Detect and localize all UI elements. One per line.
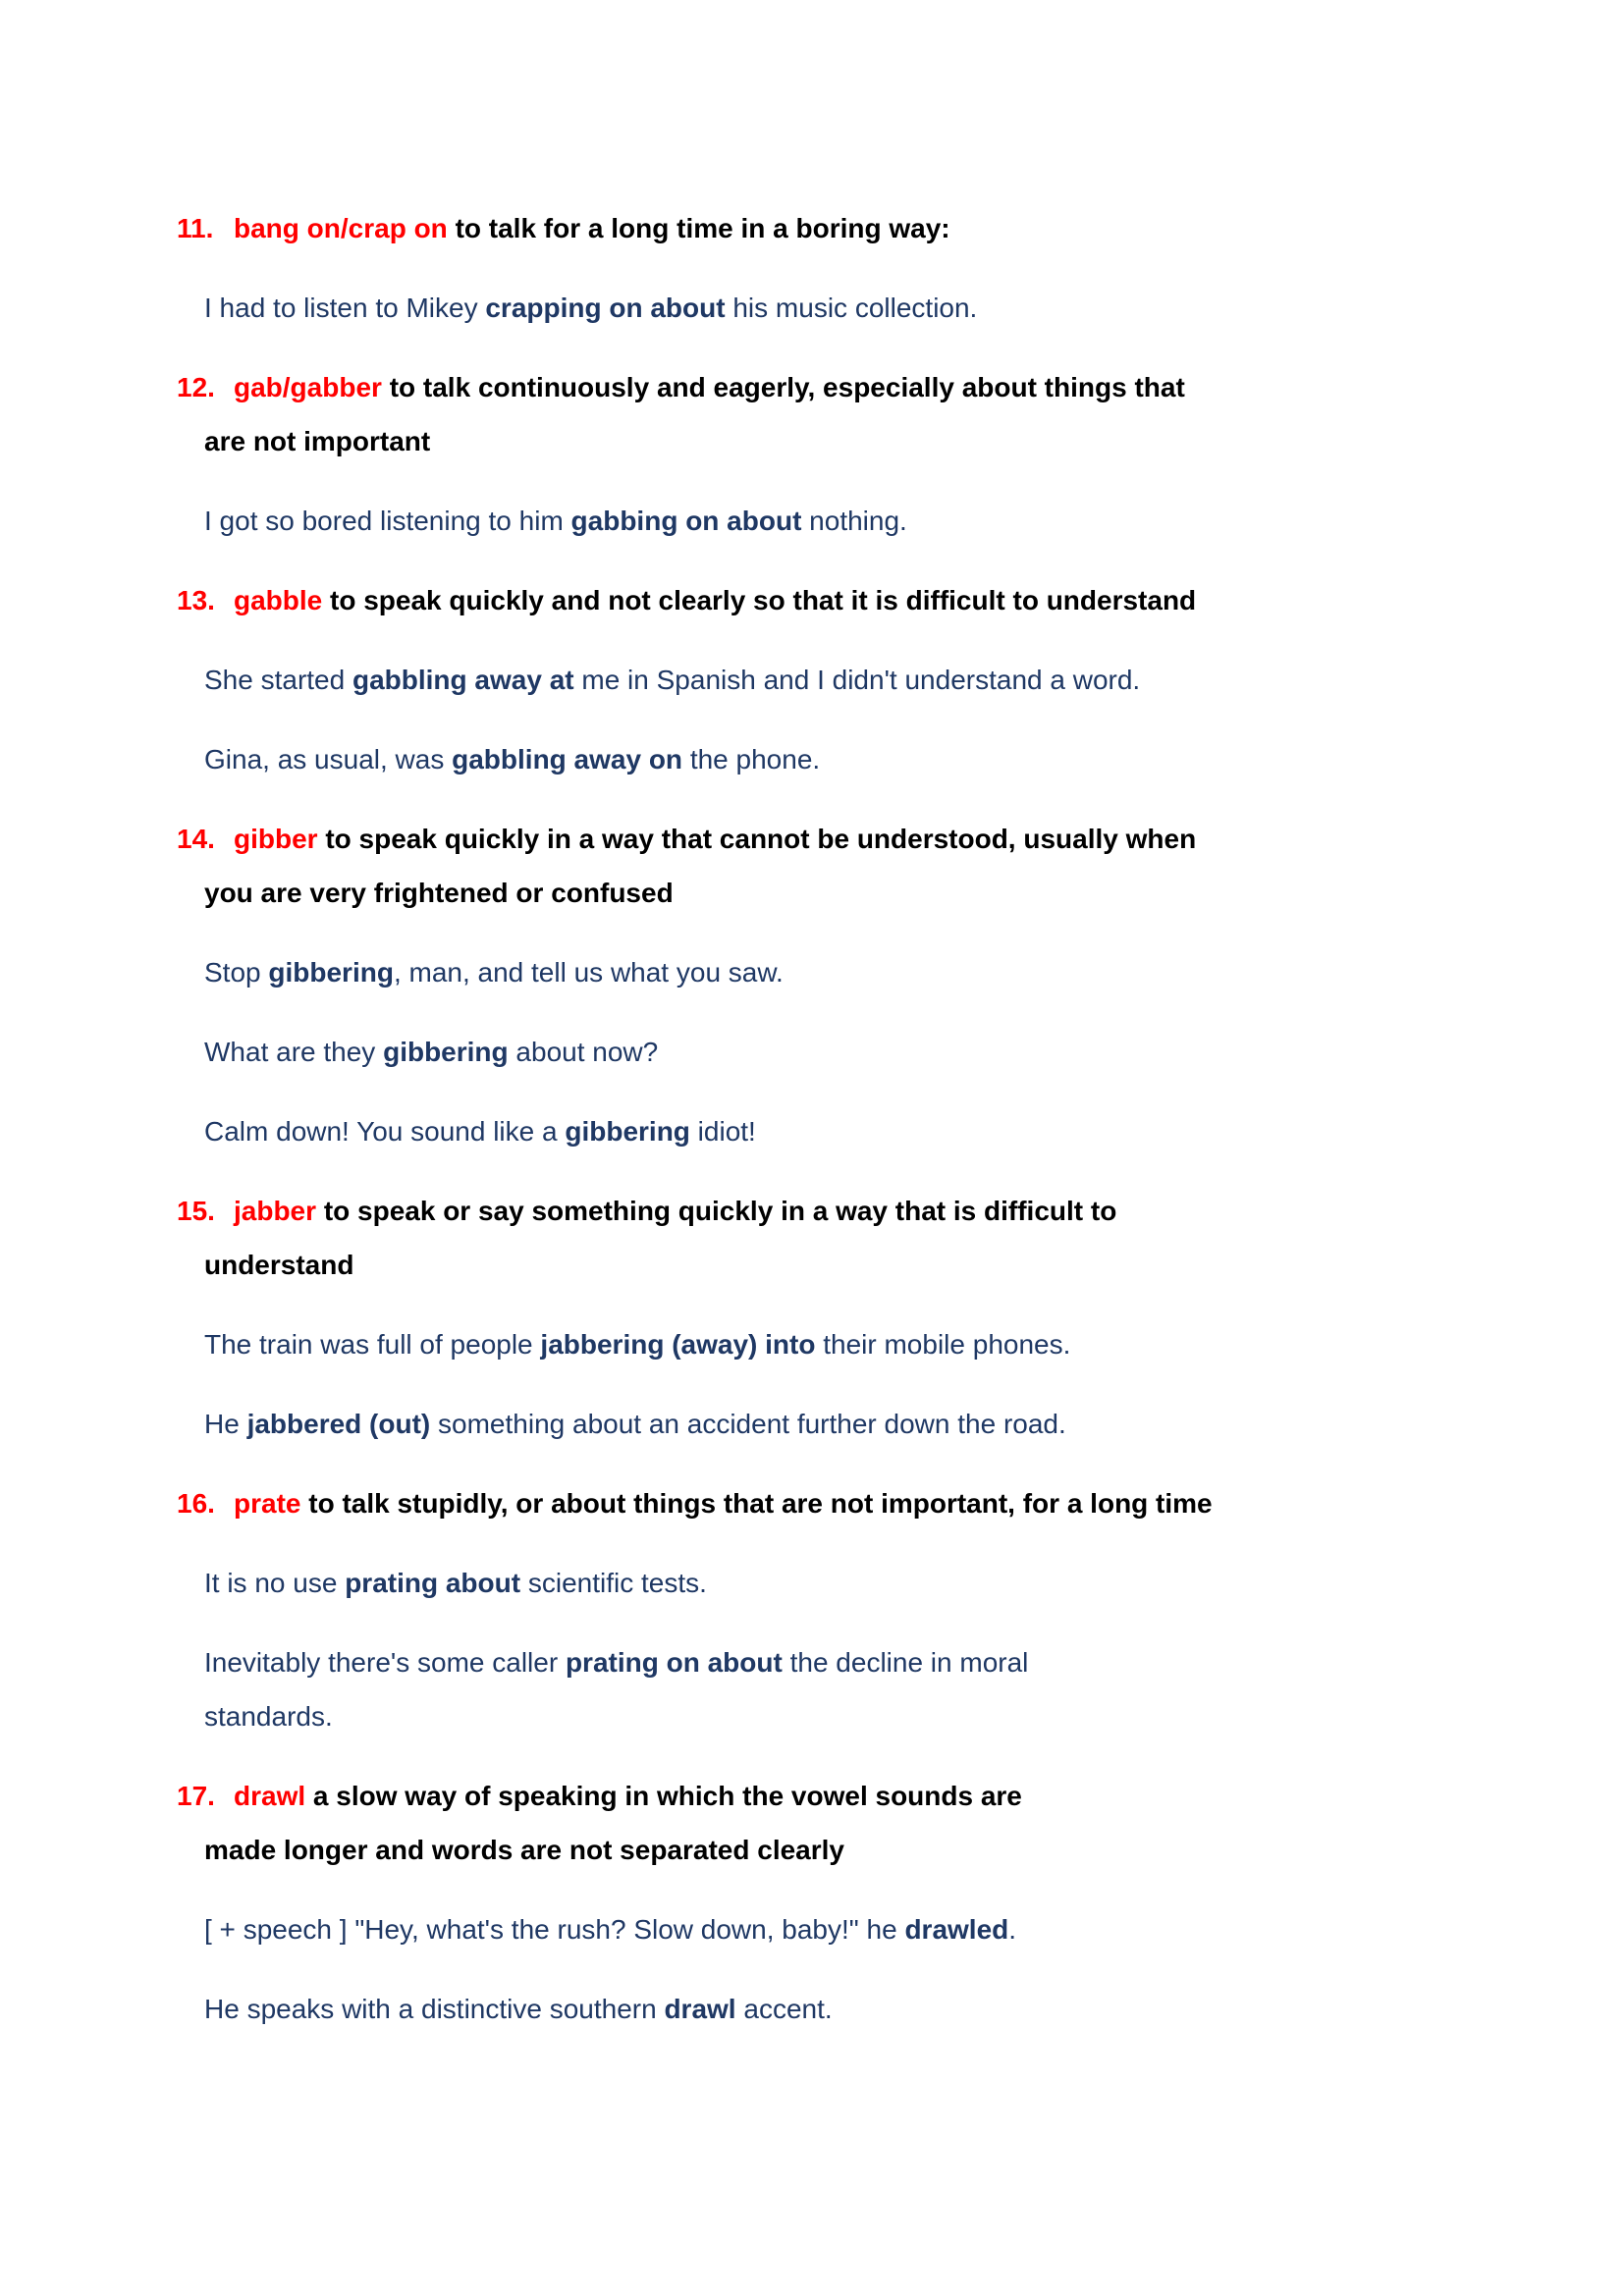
entry-heading xyxy=(177,1769,1447,1877)
entry xyxy=(177,1184,1447,1451)
entry-list xyxy=(177,201,1447,2036)
example-text: scientific tests. xyxy=(520,1568,707,1598)
entry xyxy=(177,201,1447,335)
definition-text: to talk continuously and eagerly, especially about things that xyxy=(389,372,1185,402)
example-text: . xyxy=(1008,1914,1017,1945)
definition-text: to talk for a long time in a boring way: xyxy=(455,213,950,243)
example-text: The train was full of people xyxy=(204,1329,541,1360)
example-bold-phrase: gabbing on about xyxy=(570,506,802,536)
entry xyxy=(177,812,1447,1158)
entry-number: 16. xyxy=(177,1488,215,1519)
entry-term: bang on/crap on xyxy=(234,213,448,243)
entry xyxy=(177,1476,1447,1743)
example-text: something about an accident further down the road. xyxy=(430,1409,1066,1439)
entry-heading xyxy=(177,360,1447,468)
example-sentence xyxy=(204,1317,1447,1371)
example-text: [ + speech ] "Hey, what's the rush? Slow down, baby!" he xyxy=(204,1914,905,1945)
example-sentence xyxy=(204,1635,1447,1743)
entry-heading xyxy=(177,1476,1447,1530)
example-bold-phrase: gibbering xyxy=(268,957,394,988)
definition-text: you are very frightened or confused xyxy=(204,878,674,908)
example-sentence xyxy=(204,281,1447,335)
example-bold-phrase: jabbered (out) xyxy=(246,1409,431,1439)
example-text: standards. xyxy=(204,1701,333,1732)
example-text: It is no use xyxy=(204,1568,346,1598)
entry-number: 17. xyxy=(177,1781,215,1811)
example-bold-phrase: crapping on about xyxy=(485,293,726,323)
example-text: their mobile phones. xyxy=(815,1329,1071,1360)
entry-term: jabber xyxy=(234,1196,317,1226)
example-bold-phrase: gibbering xyxy=(383,1037,509,1067)
example-text: his music collection. xyxy=(725,293,978,323)
definition-text: understand xyxy=(204,1250,354,1280)
entry-term: prate xyxy=(234,1488,301,1519)
example-text: me in Spanish and I didn't understand a word. xyxy=(573,665,1141,695)
definition-text: a slow way of speaking in which the vowel sounds are xyxy=(312,1781,1022,1811)
example-text: She started xyxy=(204,665,352,695)
definition-text: to speak or say something quickly in a way that is difficult to xyxy=(323,1196,1117,1226)
example-text: I had to listen to Mikey xyxy=(204,293,486,323)
example-text: Inevitably there's some caller xyxy=(204,1647,566,1678)
example-sentence xyxy=(204,653,1447,707)
definition-text: made longer and words are not separated clearly xyxy=(204,1835,844,1865)
entry-heading xyxy=(177,1184,1447,1292)
example-bold-phrase: gibbering xyxy=(565,1116,690,1147)
definition-text: to speak quickly in a way that cannot be understood, usually when xyxy=(325,824,1197,854)
entry-number: 15. xyxy=(177,1196,215,1226)
entry xyxy=(177,573,1447,786)
entry-number: 13. xyxy=(177,585,215,615)
example-sentence xyxy=(204,1982,1447,2036)
example-sentence xyxy=(204,494,1447,548)
example-text: He speaks with a distinctive southern xyxy=(204,1994,665,2024)
example-text: nothing. xyxy=(801,506,907,536)
entry xyxy=(177,360,1447,548)
example-sentence xyxy=(204,1556,1447,1610)
example-bold-phrase: prating about xyxy=(345,1568,521,1598)
entry-heading xyxy=(177,573,1447,627)
example-text: Gina, as usual, was xyxy=(204,744,453,774)
example-sentence xyxy=(204,1397,1447,1451)
example-bold-phrase: gabbling away on xyxy=(452,744,683,774)
example-sentence xyxy=(204,732,1447,786)
example-text: accent. xyxy=(735,1994,833,2024)
example-bold-phrase: drawl xyxy=(664,1994,736,2024)
entry-term: gab/gabber xyxy=(234,372,382,402)
entry-number: 11. xyxy=(177,213,214,243)
example-text: Stop xyxy=(204,957,269,988)
entry-term: gibber xyxy=(234,824,318,854)
definition-text: to talk stupidly, or about things that are not important, for a long time xyxy=(308,1488,1213,1519)
example-bold-phrase: prating on about xyxy=(565,1647,783,1678)
example-text: the decline in moral xyxy=(782,1647,1029,1678)
entry-number: 14. xyxy=(177,824,215,854)
entry-heading xyxy=(177,812,1447,920)
example-bold-phrase: jabbering (away) into xyxy=(540,1329,816,1360)
example-text: I got so bored listening to him xyxy=(204,506,571,536)
example-text: Calm down! You sound like a xyxy=(204,1116,566,1147)
example-bold-phrase: drawled xyxy=(904,1914,1009,1945)
example-text: What are they xyxy=(204,1037,384,1067)
example-text: the phone. xyxy=(682,744,821,774)
example-sentence xyxy=(204,945,1447,999)
entry xyxy=(177,1769,1447,2036)
entry-number: 12. xyxy=(177,372,215,402)
example-sentence xyxy=(204,1902,1447,1956)
example-sentence xyxy=(204,1025,1447,1079)
entry-heading xyxy=(177,201,1447,255)
entry-term: gabble xyxy=(234,585,323,615)
example-text: , man, and tell us what you saw. xyxy=(393,957,784,988)
example-bold-phrase: gabbling away at xyxy=(352,665,574,695)
entry-term: drawl xyxy=(234,1781,306,1811)
definition-text: are not important xyxy=(204,426,431,456)
example-sentence xyxy=(204,1104,1447,1158)
definition-text: to speak quickly and not clearly so that it is difficult to understand xyxy=(330,585,1197,615)
example-text: idiot! xyxy=(689,1116,756,1147)
example-text: about now? xyxy=(508,1037,659,1067)
example-text: He xyxy=(204,1409,247,1439)
